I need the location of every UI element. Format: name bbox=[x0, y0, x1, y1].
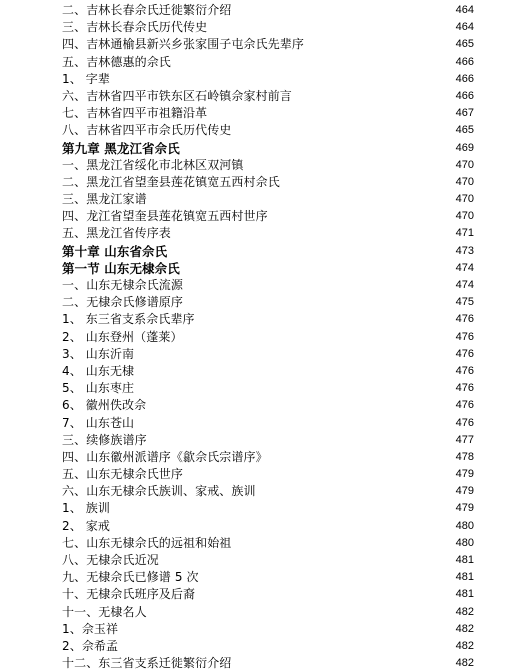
toc-row[interactable] bbox=[0, 638, 517, 655]
toc-page-number: 465 bbox=[455, 38, 474, 51]
toc-heading-title: 第九章 黑龙江省佘氏 bbox=[62, 140, 180, 156]
toc-page-number: 465 bbox=[455, 124, 474, 137]
toc-entry-title: 六、吉林省四平市铁东区石岭镇佘家村前言 bbox=[62, 88, 292, 103]
toc-page-number: 474 bbox=[455, 279, 474, 291]
toc-entry-title: 二、黑龙江省望奎县莲花镇宽五西村佘氏 bbox=[62, 174, 280, 189]
toc-row[interactable] bbox=[0, 586, 517, 603]
toc-page-number: 482 bbox=[455, 605, 474, 618]
toc-row[interactable] bbox=[0, 569, 517, 586]
toc-entry-title: 1、 族训 bbox=[62, 501, 110, 516]
toc-row[interactable] bbox=[0, 415, 517, 432]
toc-heading-title: 第一节 山东无棣佘氏 bbox=[62, 260, 180, 276]
toc-row[interactable] bbox=[0, 122, 517, 139]
toc-row[interactable] bbox=[0, 36, 517, 53]
toc-page-number: 476 bbox=[455, 399, 474, 412]
toc-row[interactable] bbox=[0, 380, 517, 397]
toc-page-number: 476 bbox=[455, 313, 474, 326]
toc-page-number: 481 bbox=[455, 588, 474, 601]
toc-entry-title: 六、山东无棣佘氏族训、家戒、族训 bbox=[62, 484, 256, 499]
toc-page-number: 476 bbox=[455, 364, 474, 377]
toc-entry-title: 四、龙江省望奎县莲花镇宽五西村世序 bbox=[62, 209, 268, 224]
toc-page-number: 481 bbox=[455, 571, 474, 584]
toc-entry-title: 七、吉林省四平市祖籍沿革 bbox=[62, 106, 208, 121]
toc-entry-title: 2、佘希孟 bbox=[62, 638, 119, 653]
toc-entry-title: 4、 山东无棣 bbox=[62, 363, 135, 378]
toc-page-number: 470 bbox=[455, 175, 474, 188]
toc-entry-title: 十二、东三省支系迁徙繁衍介绍 bbox=[62, 656, 232, 671]
toc-entry-title: 四、吉林通榆县新兴乡张家围子屯佘氏先辈序 bbox=[62, 37, 305, 52]
toc-row[interactable] bbox=[0, 604, 517, 621]
toc-entry-title: 3、 山东沂南 bbox=[62, 346, 135, 361]
toc-heading-row[interactable] bbox=[0, 140, 517, 157]
toc-row[interactable] bbox=[0, 157, 517, 174]
toc-entry-title: 二、无棣佘氏修谱原序 bbox=[62, 295, 184, 310]
toc-entry-title: 五、黑龙江省传序表 bbox=[62, 226, 171, 241]
toc-page-number: 480 bbox=[455, 519, 474, 532]
toc-entry-title: 九、无棣佘氏已修谱 5 次 bbox=[62, 570, 199, 585]
toc-page-number: 466 bbox=[455, 55, 474, 68]
toc-page-number: 475 bbox=[455, 296, 474, 309]
toc-row[interactable] bbox=[0, 88, 517, 105]
toc-entry-title: 2、 家戒 bbox=[62, 518, 110, 533]
toc-row[interactable] bbox=[0, 397, 517, 414]
toc-entry-title: 八、无棣佘氏近况 bbox=[62, 553, 159, 567]
toc-entry-title: 5、 山东枣庄 bbox=[62, 381, 135, 396]
toc-heading-row[interactable] bbox=[0, 243, 517, 260]
toc-entry-title: 十一、无棣名人 bbox=[62, 604, 147, 619]
toc-page-number: 469 bbox=[455, 141, 474, 154]
toc-row[interactable] bbox=[0, 208, 517, 225]
toc-row[interactable] bbox=[0, 225, 517, 242]
toc-row[interactable] bbox=[0, 466, 517, 483]
toc-row[interactable] bbox=[0, 621, 517, 638]
toc-entry-title: 五、吉林德惠的佘氏 bbox=[62, 54, 171, 69]
toc-row[interactable] bbox=[0, 294, 517, 311]
toc-entry-title: 七、山东无棣佘氏的远祖和始祖 bbox=[62, 535, 232, 550]
toc-page-number: 482 bbox=[455, 622, 474, 635]
toc-row[interactable] bbox=[0, 483, 517, 500]
toc-entry-title: 二、吉林长春佘氏迁徙繁衍介绍 bbox=[62, 3, 232, 17]
toc-page-number: 478 bbox=[455, 450, 474, 463]
toc-page-number: 467 bbox=[455, 107, 474, 120]
table-of-contents bbox=[0, 2, 517, 672]
toc-row[interactable] bbox=[0, 346, 517, 363]
toc-entry-title: 6、 徽州佚改佘 bbox=[62, 398, 147, 413]
toc-page-number: 479 bbox=[455, 502, 474, 515]
toc-row[interactable] bbox=[0, 363, 517, 380]
toc-entry-title: 一、黑龙江省绥化市北林区双河镇 bbox=[62, 157, 244, 172]
toc-entry-title: 八、吉林省四平市佘氏历代传史 bbox=[62, 123, 232, 138]
toc-page-number: 476 bbox=[455, 382, 474, 395]
toc-heading-title: 第十章 山东省佘氏 bbox=[62, 243, 168, 259]
toc-row[interactable] bbox=[0, 535, 517, 552]
toc-entry-title: 一、山东无棣佘氏流源 bbox=[62, 278, 184, 292]
toc-row[interactable] bbox=[0, 518, 517, 535]
toc-heading-row[interactable] bbox=[0, 260, 517, 277]
toc-entry-title: 7、 山东苍山 bbox=[62, 415, 135, 430]
toc-page-number: 471 bbox=[455, 227, 474, 240]
toc-row[interactable] bbox=[0, 54, 517, 71]
toc-entry-title: 五、山东无棣佘氏世序 bbox=[62, 467, 184, 482]
toc-page-number: 470 bbox=[455, 210, 474, 223]
toc-page-number: 476 bbox=[455, 347, 474, 360]
toc-entry-title: 四、山东徽州派谱序《歙佘氏宗谱序》 bbox=[62, 449, 268, 464]
toc-page-number: 482 bbox=[455, 657, 474, 670]
toc-row[interactable] bbox=[0, 552, 517, 569]
toc-row[interactable] bbox=[0, 19, 517, 36]
toc-entry-title: 三、黑龙江家谱 bbox=[62, 192, 147, 207]
toc-row[interactable] bbox=[0, 277, 517, 294]
toc-row[interactable] bbox=[0, 329, 517, 346]
toc-page-number: 470 bbox=[455, 193, 474, 206]
toc-page-number: 476 bbox=[455, 416, 474, 429]
toc-row[interactable] bbox=[0, 655, 517, 672]
toc-page-number: 479 bbox=[455, 468, 474, 481]
toc-page-number: 481 bbox=[455, 554, 474, 566]
toc-page-number: 474 bbox=[455, 261, 474, 274]
toc-row[interactable] bbox=[0, 500, 517, 517]
toc-page-number: 473 bbox=[455, 244, 474, 257]
toc-row[interactable] bbox=[0, 432, 517, 449]
toc-row[interactable] bbox=[0, 71, 517, 88]
toc-page-number: 466 bbox=[455, 89, 474, 102]
toc-page-number: 480 bbox=[455, 536, 474, 549]
toc-entry-title: 1、佘玉祥 bbox=[62, 621, 119, 636]
toc-page-number: 466 bbox=[455, 72, 474, 85]
toc-entry-title: 十、无棣佘氏班序及后裔 bbox=[62, 587, 196, 602]
toc-page-number: 482 bbox=[455, 639, 474, 652]
toc-row[interactable] bbox=[0, 105, 517, 122]
toc-page-number: 479 bbox=[455, 485, 474, 498]
toc-page-number: 464 bbox=[455, 4, 474, 16]
toc-row[interactable] bbox=[0, 191, 517, 208]
toc-row[interactable] bbox=[0, 311, 517, 328]
toc-row[interactable] bbox=[0, 449, 517, 466]
toc-entry-title: 1、 字辈 bbox=[62, 71, 110, 86]
toc-entry-title: 1、 东三省支系佘氏辈序 bbox=[62, 312, 195, 327]
toc-page-number: 476 bbox=[455, 330, 474, 343]
toc-page-number: 464 bbox=[455, 21, 474, 34]
toc-row[interactable] bbox=[0, 174, 517, 191]
toc-page-number: 470 bbox=[455, 158, 474, 171]
toc-entry-title: 2、 山东登州（蓬莱） bbox=[62, 329, 183, 344]
toc-entry-title: 三、续修族谱序 bbox=[62, 432, 147, 447]
toc-entry-title: 三、吉林长春佘氏历代传史 bbox=[62, 20, 208, 35]
toc-row[interactable] bbox=[0, 2, 517, 19]
toc-page-number: 477 bbox=[455, 433, 474, 446]
